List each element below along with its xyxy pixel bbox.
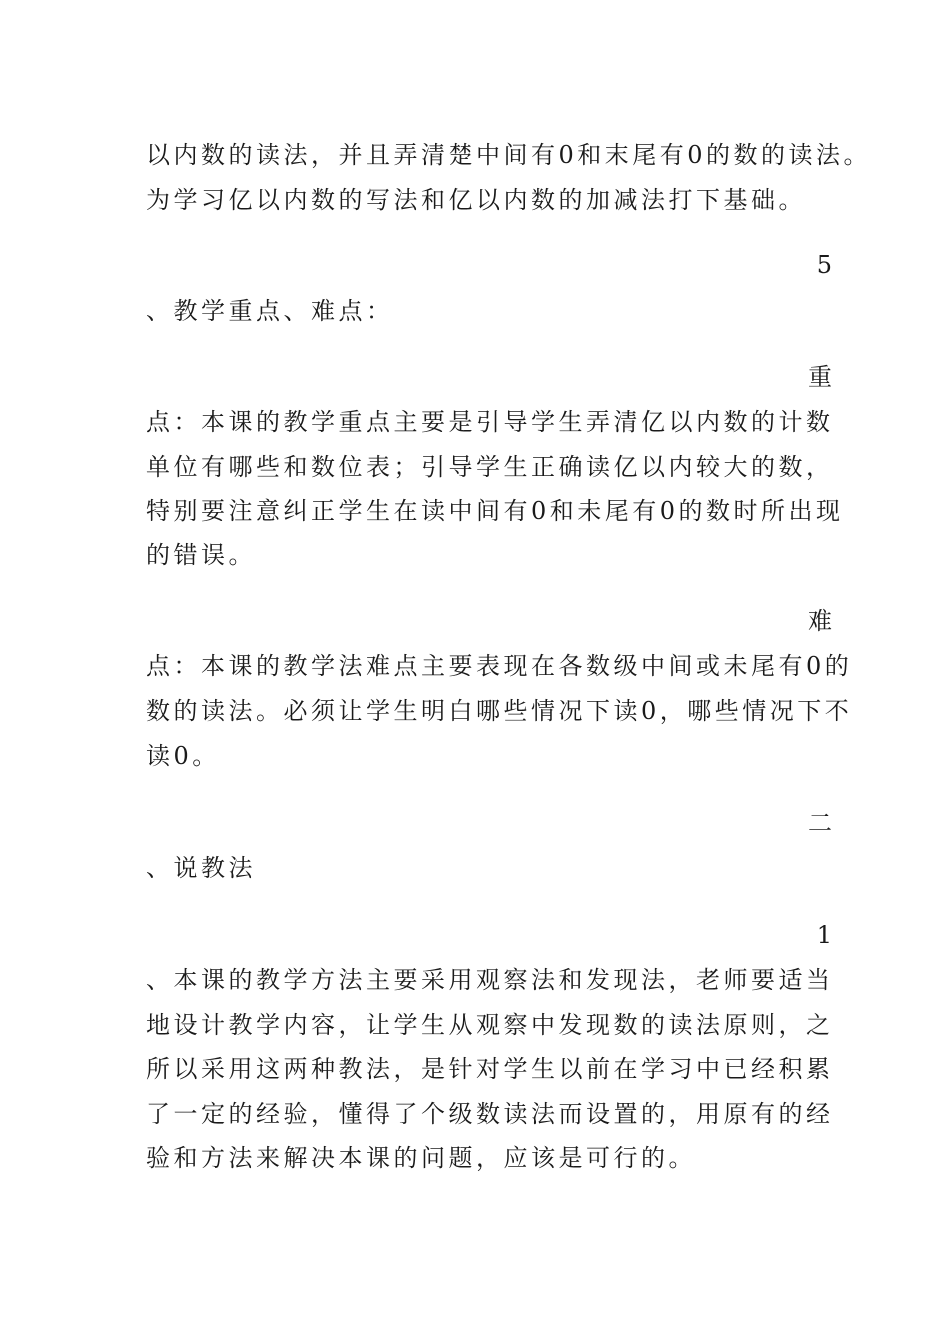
section-2-marker: 二 — [808, 809, 832, 837]
method-1-line-3: 所以采用这两种教法，是针对学生以前在学习中已经积累 — [146, 1055, 834, 1083]
key-point-line-4: 的错误。 — [146, 541, 256, 569]
section-5-heading: 、教学重点、难点： — [146, 297, 394, 325]
difficult-point-marker: 难 — [808, 607, 832, 635]
method-1-line-2: 地设计教学内容，让学生从观察中发现数的读法原则，之 — [146, 1011, 834, 1039]
key-point-marker: 重 — [808, 363, 832, 391]
section-2-heading: 、说教法 — [146, 854, 256, 882]
key-point-line-1: 点：本课的教学重点主要是引导学生弄清亿以内数的计数 — [146, 408, 834, 436]
method-1-line-5: 验和方法来解决本课的问题，应该是可行的。 — [146, 1144, 696, 1172]
key-point-line-3: 特别要注意纠正学生在读中间有0和未尾有0的数时所出现 — [146, 497, 844, 525]
method-1-line-4: 了一定的经验，懂得了个级数读法而设置的，用原有的经 — [146, 1100, 834, 1128]
difficult-point-line-1: 点：本课的教学法难点主要表现在各数级中间或未尾有0的 — [146, 652, 853, 680]
difficult-point-line-3: 读0。 — [146, 742, 220, 770]
section-5-marker: 5 — [816, 251, 832, 279]
difficult-point-line-2: 数的读法。必须让学生明白哪些情况下读0，哪些情况下不 — [146, 697, 853, 725]
intro-line-1: 以内数的读法，并且弄清楚中间有0和末尾有0的数的读法。 — [146, 141, 872, 169]
intro-line-2: 为学习亿以内数的写法和亿以内数的加减法打下基础。 — [146, 186, 806, 214]
method-1-line-1: 、本课的教学方法主要采用观察法和发现法，老师要适当 — [146, 966, 834, 994]
method-1-marker: 1 — [816, 921, 832, 949]
key-point-line-2: 单位有哪些和数位表；引导学生正确读亿以内较大的数， — [146, 453, 834, 481]
